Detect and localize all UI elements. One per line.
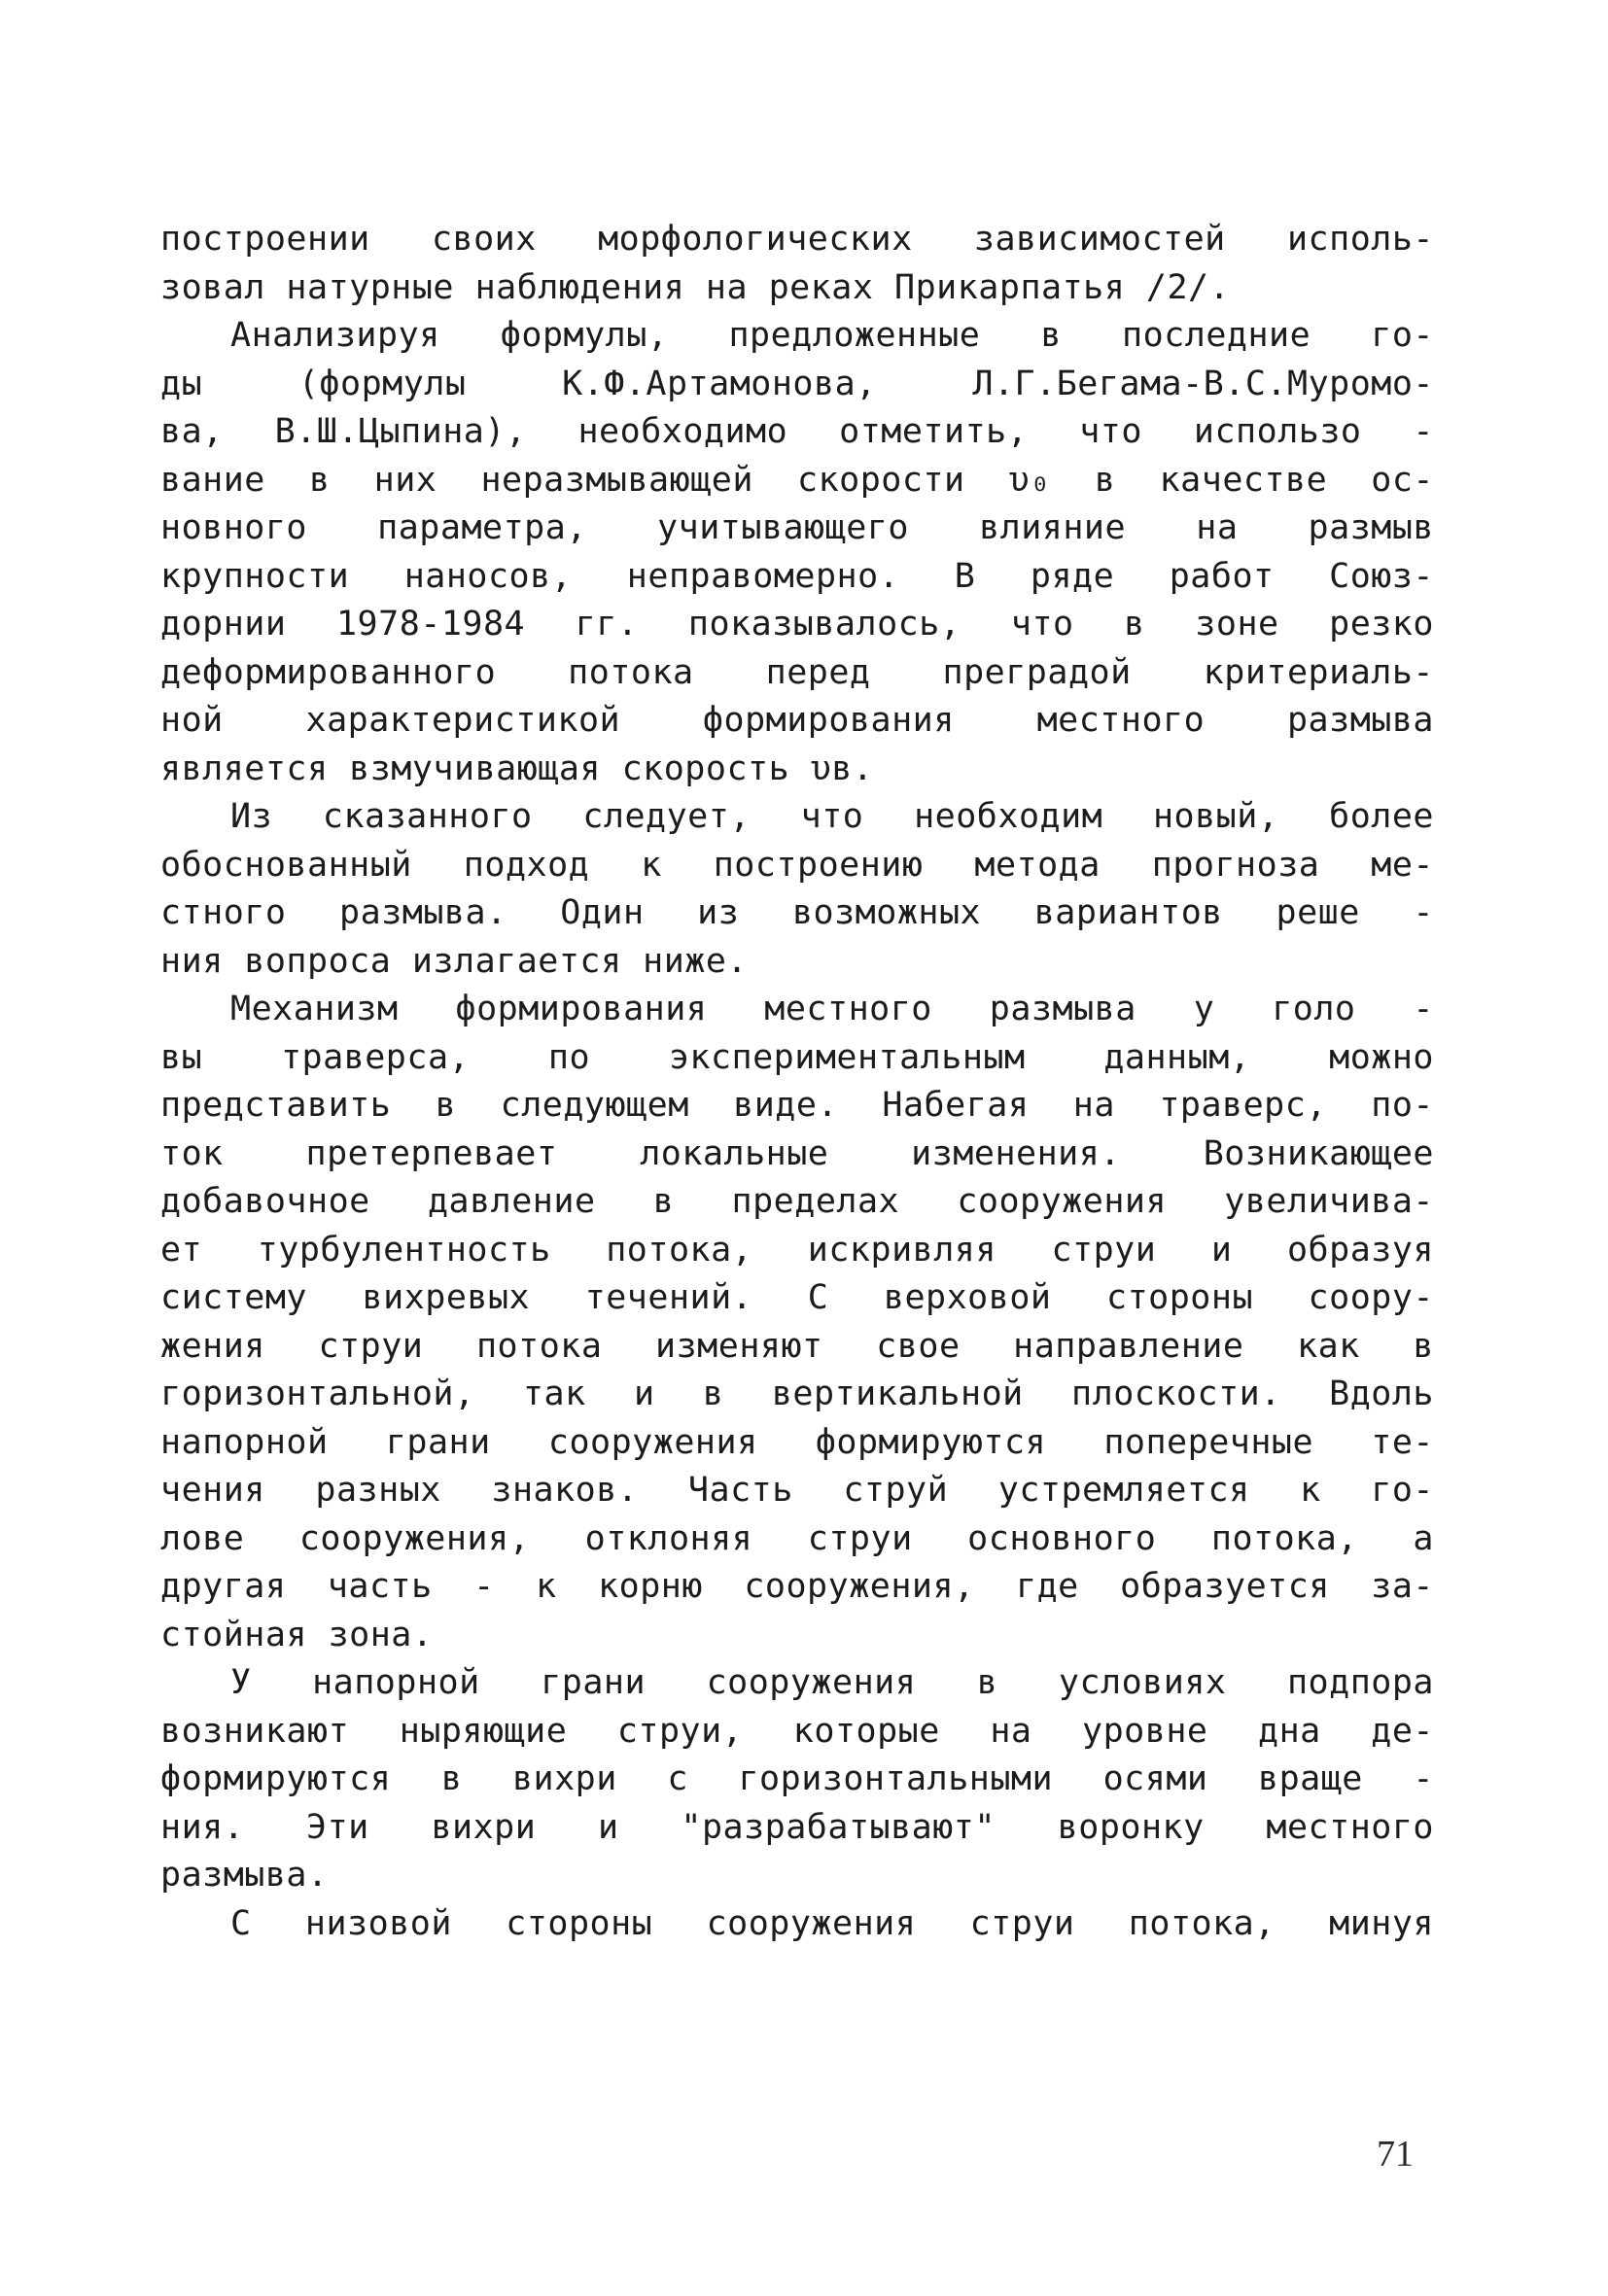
text-line: С низовой стороны сооружения струи потока, минуя <box>230 1903 1434 1943</box>
text-line: Из сказанного следует, что необходим новый, более <box>230 797 1434 836</box>
text-line: лове сооружения, отклоняя струи основного потока, а <box>160 1518 1434 1558</box>
page-number: 71 <box>1377 2134 1414 2174</box>
text-line: вание в них неразмывающей скорости υ₀ в качестве ос- <box>160 460 1434 500</box>
text-line: представить в следующем виде. Набегая на траверс, по- <box>160 1086 1434 1125</box>
text-line: новного параметра, учитывающего влияние на размыв <box>160 508 1434 547</box>
text-line: ва, В.Ш.Цыпина), необходимо отметить, что использо - <box>160 412 1434 451</box>
text-line: жения струи потока изменяют свое направление как в <box>160 1326 1434 1366</box>
text-line: чения разных знаков. Часть струй устремляется к го- <box>160 1471 1434 1510</box>
text-line: возникают ныряющие струи, которые на уровне дна де- <box>160 1711 1434 1751</box>
text-line: стойная зона. <box>160 1615 434 1654</box>
text-line: другая часть - к корню сооружения, где образуется за- <box>160 1567 1434 1606</box>
text-line: добавочное давление в пределах сооружения увеличива- <box>160 1182 1434 1221</box>
text-line: ния. Эти вихри и "разрабатывают" воронку местного <box>160 1807 1434 1847</box>
text-line: напорной грани сооружения формируются поперечные те- <box>160 1422 1434 1462</box>
text-line: систему вихревых течений. С верховой стороны соору- <box>160 1278 1434 1317</box>
text-line: крупности наносов, неправомерно. В ряде работ Союз- <box>160 556 1434 596</box>
text-line: построении своих морфологических зависимостей исполь- <box>160 220 1434 259</box>
text-line: ной характеристикой формирования местного размыва <box>160 701 1434 740</box>
text-line: обоснованный подход к построению метода прогноза ме- <box>160 845 1434 885</box>
text-line: ет турбулентность потока, искривляя струи и образуя <box>160 1230 1434 1270</box>
text-line: зовал натурные наблюдения на реках Прикарпатья /2/. <box>160 267 1231 307</box>
text-line: размыва. <box>160 1856 329 1895</box>
text-line: ток претерпевает локальные изменения. Возникающее <box>160 1133 1434 1173</box>
text-line: ды (формулы К.Ф.Артамонова, Л.Г.Бегама-В.С.Муромо- <box>160 364 1434 403</box>
text-line: Механизм формирования местного размыва у голо - <box>230 990 1434 1028</box>
text-line: ния вопроса излагается ниже. <box>160 941 749 981</box>
body-text <box>160 216 1434 1948</box>
text-line: является взмучивающая скорость υв. <box>160 748 874 788</box>
text-line: Анализируя формулы, предложенные в последние го- <box>230 316 1434 355</box>
text-line: стного размыва. Один из возможных вариантов реше - <box>160 893 1434 932</box>
text-line: формируются в вихри с горизонтальными осями враще - <box>160 1759 1434 1798</box>
text-line: вы траверса, по экспериментальным данным, можно <box>160 1037 1434 1077</box>
text-line: деформированного потока перед преградой критериаль- <box>160 652 1434 692</box>
text-line: горизонтальной, так и в вертикальной плоскости. Вдоль <box>160 1374 1434 1413</box>
text-line: дорнии 1978-1984 гг. показывалось, что в зоне резко <box>160 605 1434 644</box>
text-line: У напорной грани сооружения в условиях подпора <box>230 1663 1434 1702</box>
